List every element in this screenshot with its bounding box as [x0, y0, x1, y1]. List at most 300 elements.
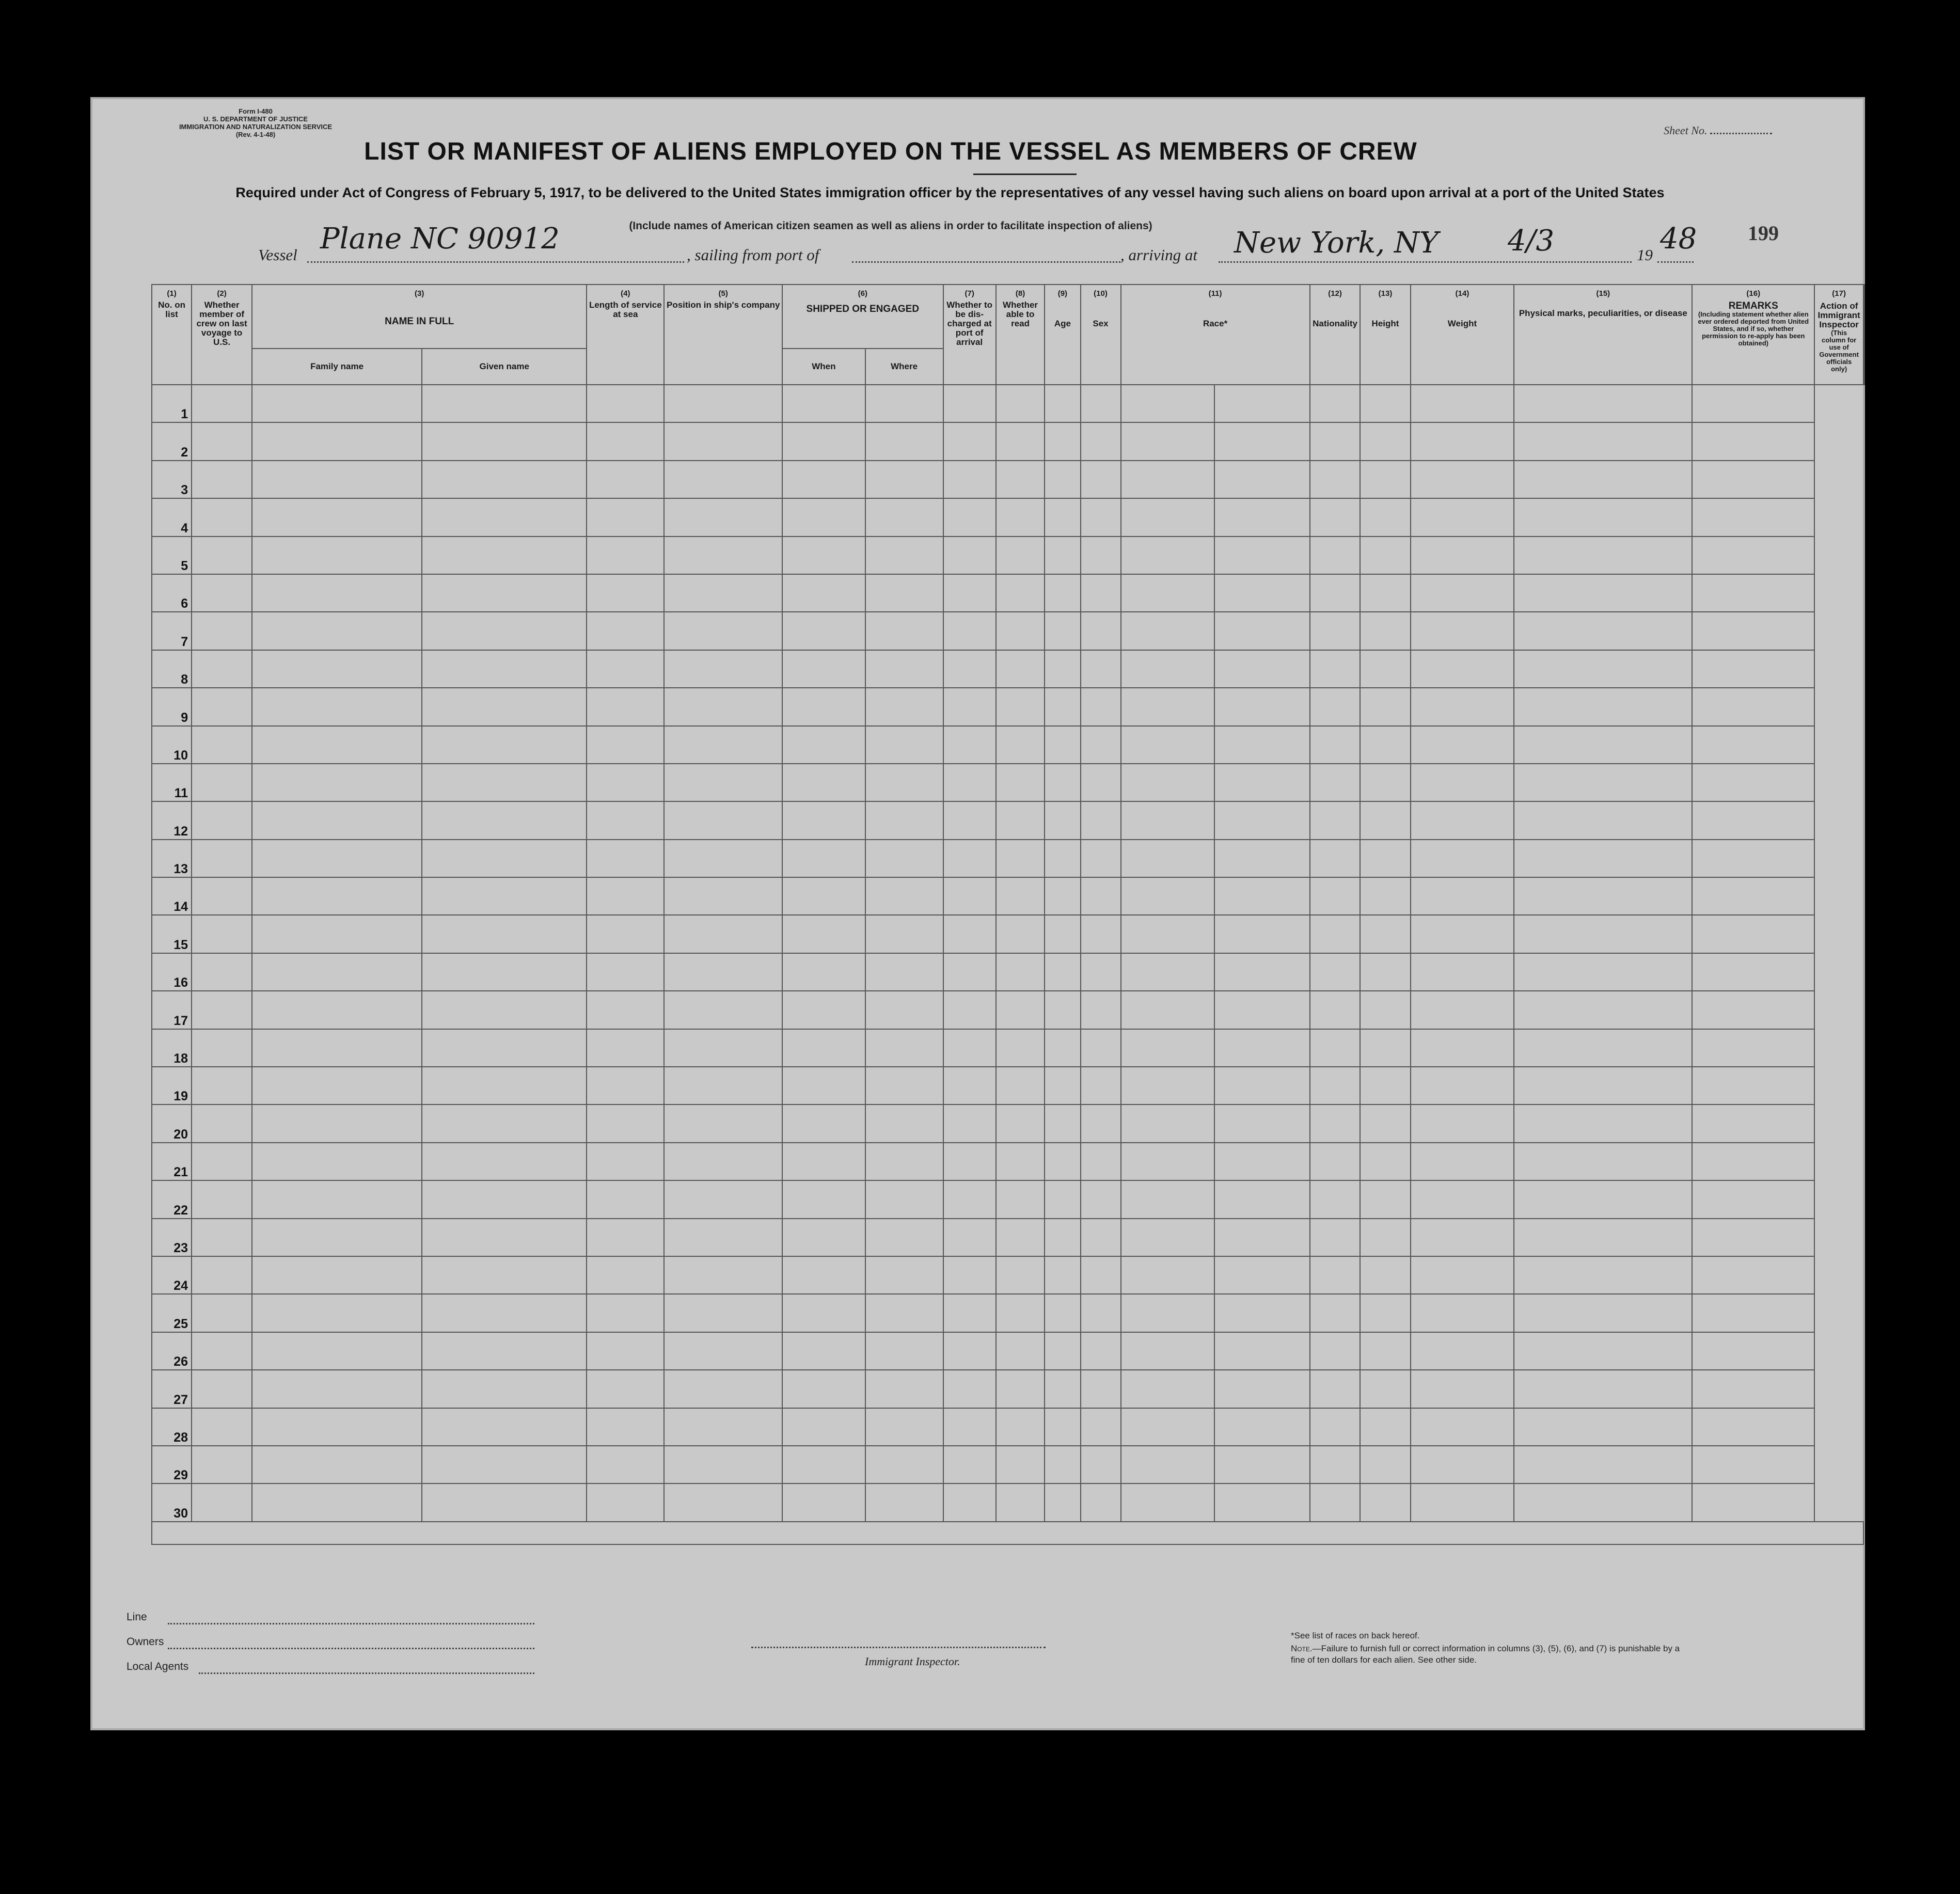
entry-cell[interactable]: [587, 1332, 664, 1370]
entry-cell[interactable]: [1121, 498, 1215, 536]
entry-cell[interactable]: [1411, 612, 1514, 650]
entry-cell[interactable]: [865, 1408, 943, 1446]
entry-cell[interactable]: [1514, 498, 1692, 536]
entry-cell[interactable]: [1360, 1446, 1410, 1483]
entry-cell[interactable]: [1121, 953, 1215, 991]
entry-cell[interactable]: [1121, 801, 1215, 839]
entry-cell[interactable]: [1045, 574, 1080, 612]
entry-cell[interactable]: [587, 1104, 664, 1142]
entry-cell[interactable]: [1514, 1294, 1692, 1332]
entry-cell[interactable]: [1214, 1256, 1310, 1294]
entry-cell[interactable]: [664, 1143, 782, 1180]
entry-cell[interactable]: [782, 1180, 865, 1218]
entry-cell[interactable]: [1310, 650, 1361, 688]
entry-cell[interactable]: [422, 915, 587, 953]
entry-cell[interactable]: [1121, 877, 1215, 915]
entry-cell[interactable]: [252, 612, 422, 650]
entry-cell[interactable]: [587, 1256, 664, 1294]
entry-cell[interactable]: [1310, 536, 1361, 574]
entry-cell[interactable]: [1360, 1143, 1410, 1180]
entry-cell[interactable]: [1214, 1370, 1310, 1408]
entry-cell[interactable]: [865, 1143, 943, 1180]
entry-cell[interactable]: [1514, 1332, 1692, 1370]
entry-cell[interactable]: [1214, 498, 1310, 536]
entry-cell[interactable]: [943, 461, 996, 498]
entry-cell[interactable]: [664, 1408, 782, 1446]
entry-cell[interactable]: [782, 1219, 865, 1256]
entry-cell[interactable]: [1310, 991, 1361, 1029]
entry-cell[interactable]: [1045, 1029, 1080, 1067]
entry-cell[interactable]: [1214, 1180, 1310, 1218]
entry-cell[interactable]: [1121, 688, 1215, 725]
entry-cell[interactable]: [1214, 840, 1310, 877]
entry-cell[interactable]: [943, 840, 996, 877]
entry-cell[interactable]: [1360, 461, 1410, 498]
entry-cell[interactable]: [943, 877, 996, 915]
entry-cell[interactable]: [192, 1408, 252, 1446]
entry-cell[interactable]: [1214, 726, 1310, 764]
entry-cell[interactable]: [943, 1256, 996, 1294]
entry-cell[interactable]: [587, 498, 664, 536]
entry-cell[interactable]: [192, 574, 252, 612]
entry-cell[interactable]: [422, 688, 587, 725]
entry-cell[interactable]: [782, 1370, 865, 1408]
entry-cell[interactable]: [782, 1256, 865, 1294]
entry-cell[interactable]: [1045, 536, 1080, 574]
entry-cell[interactable]: [252, 650, 422, 688]
entry-cell[interactable]: [943, 1104, 996, 1142]
entry-cell[interactable]: [782, 385, 865, 422]
entry-cell[interactable]: [422, 1029, 587, 1067]
entry-cell[interactable]: [252, 536, 422, 574]
entry-cell[interactable]: [1514, 801, 1692, 839]
entry-cell[interactable]: [192, 461, 252, 498]
entry-cell[interactable]: [1045, 1446, 1080, 1483]
entry-cell[interactable]: [1045, 1294, 1080, 1332]
entry-cell[interactable]: [1214, 385, 1310, 422]
entry-cell[interactable]: [664, 1256, 782, 1294]
entry-cell[interactable]: [664, 612, 782, 650]
entry-cell[interactable]: [1514, 536, 1692, 574]
entry-cell[interactable]: [782, 1029, 865, 1067]
entry-cell[interactable]: [1360, 422, 1410, 460]
entry-cell[interactable]: [252, 1332, 422, 1370]
entry-cell[interactable]: [422, 991, 587, 1029]
entry-cell[interactable]: [996, 1256, 1045, 1294]
entry-cell[interactable]: [1214, 1332, 1310, 1370]
entry-cell[interactable]: [1081, 801, 1121, 839]
entry-cell[interactable]: [1045, 726, 1080, 764]
entry-cell[interactable]: [943, 1143, 996, 1180]
entry-cell[interactable]: [422, 953, 587, 991]
entry-cell[interactable]: [1514, 991, 1692, 1029]
entry-cell[interactable]: [1360, 1294, 1410, 1332]
entry-cell[interactable]: [943, 650, 996, 688]
entry-cell[interactable]: [1514, 877, 1692, 915]
entry-cell[interactable]: [996, 1143, 1045, 1180]
entry-cell[interactable]: [782, 1483, 865, 1521]
entry-cell[interactable]: [664, 801, 782, 839]
entry-cell[interactable]: [943, 688, 996, 725]
entry-cell[interactable]: [782, 953, 865, 991]
entry-cell[interactable]: [1045, 840, 1080, 877]
entry-cell[interactable]: [782, 726, 865, 764]
entry-cell[interactable]: [996, 498, 1045, 536]
entry-cell[interactable]: [1045, 385, 1080, 422]
entry-cell[interactable]: [865, 1029, 943, 1067]
entry-cell[interactable]: [192, 688, 252, 725]
entry-cell[interactable]: [865, 422, 943, 460]
entry-cell[interactable]: [192, 1332, 252, 1370]
entry-cell[interactable]: [1310, 1143, 1361, 1180]
entry-cell[interactable]: [1081, 1370, 1121, 1408]
entry-cell[interactable]: [1121, 461, 1215, 498]
entry-cell[interactable]: [1310, 385, 1361, 422]
entry-cell[interactable]: [252, 1104, 422, 1142]
entry-cell[interactable]: [587, 688, 664, 725]
entry-cell[interactable]: [1045, 650, 1080, 688]
entry-cell[interactable]: [1514, 1180, 1692, 1218]
entry-cell[interactable]: [1045, 1483, 1080, 1521]
entry-cell[interactable]: [587, 1067, 664, 1104]
entry-cell[interactable]: [1081, 1029, 1121, 1067]
entry-cell[interactable]: [1214, 915, 1310, 953]
entry-cell[interactable]: [587, 840, 664, 877]
entry-cell[interactable]: [664, 1294, 782, 1332]
entry-cell[interactable]: [1514, 461, 1692, 498]
entry-cell[interactable]: [587, 877, 664, 915]
entry-cell[interactable]: [1310, 1256, 1361, 1294]
entry-cell[interactable]: [422, 1104, 587, 1142]
entry-cell[interactable]: [782, 1104, 865, 1142]
entry-cell[interactable]: [1360, 1219, 1410, 1256]
entry-cell[interactable]: [192, 991, 252, 1029]
entry-cell[interactable]: [252, 915, 422, 953]
entry-cell[interactable]: [1214, 991, 1310, 1029]
entry-cell[interactable]: [1214, 612, 1310, 650]
entry-cell[interactable]: [1360, 877, 1410, 915]
entry-cell[interactable]: [1081, 1483, 1121, 1521]
entry-cell[interactable]: [1045, 801, 1080, 839]
entry-cell[interactable]: [664, 1029, 782, 1067]
entry-cell[interactable]: [1121, 764, 1215, 801]
entry-cell[interactable]: [587, 1180, 664, 1218]
entry-cell[interactable]: [252, 953, 422, 991]
entry-cell[interactable]: [1081, 461, 1121, 498]
entry-cell[interactable]: [1360, 385, 1410, 422]
entry-cell[interactable]: [865, 498, 943, 536]
entry-cell[interactable]: [1514, 726, 1692, 764]
agents-field[interactable]: [199, 1672, 534, 1674]
entry-cell[interactable]: [1514, 650, 1692, 688]
entry-cell[interactable]: [996, 536, 1045, 574]
entry-cell[interactable]: [996, 726, 1045, 764]
entry-cell[interactable]: [1310, 801, 1361, 839]
entry-cell[interactable]: [782, 840, 865, 877]
entry-cell[interactable]: [943, 1294, 996, 1332]
entry-cell[interactable]: [1310, 1332, 1361, 1370]
entry-cell[interactable]: [1360, 953, 1410, 991]
entry-cell[interactable]: [1310, 840, 1361, 877]
entry-cell[interactable]: [1310, 764, 1361, 801]
entry-cell[interactable]: [252, 461, 422, 498]
entry-cell[interactable]: [865, 1219, 943, 1256]
entry-cell[interactable]: [1214, 461, 1310, 498]
entry-cell[interactable]: [1411, 1143, 1514, 1180]
entry-cell[interactable]: [664, 385, 782, 422]
entry-cell[interactable]: [252, 726, 422, 764]
entry-cell[interactable]: [422, 1219, 587, 1256]
entry-cell[interactable]: [1310, 915, 1361, 953]
entry-cell[interactable]: [422, 1067, 587, 1104]
entry-cell[interactable]: [1214, 1029, 1310, 1067]
entry-cell[interactable]: [943, 991, 996, 1029]
entry-cell[interactable]: [782, 536, 865, 574]
entry-cell[interactable]: [1514, 1219, 1692, 1256]
entry-cell[interactable]: [1214, 764, 1310, 801]
entry-cell[interactable]: [1310, 498, 1361, 536]
entry-cell[interactable]: [1411, 1180, 1514, 1218]
entry-cell[interactable]: [587, 991, 664, 1029]
entry-cell[interactable]: [1045, 688, 1080, 725]
arrival-year[interactable]: 48: [1660, 222, 1697, 256]
entry-cell[interactable]: [252, 1256, 422, 1294]
entry-cell[interactable]: [1045, 1143, 1080, 1180]
entry-cell[interactable]: [1310, 688, 1361, 725]
entry-cell[interactable]: [1121, 422, 1215, 460]
entry-cell[interactable]: [865, 461, 943, 498]
entry-cell[interactable]: [1081, 422, 1121, 460]
entry-cell[interactable]: [1121, 385, 1215, 422]
entry-cell[interactable]: [422, 1370, 587, 1408]
entry-cell[interactable]: [1411, 385, 1514, 422]
entry-cell[interactable]: [587, 1370, 664, 1408]
entry-cell[interactable]: [782, 877, 865, 915]
entry-cell[interactable]: [1360, 1408, 1410, 1446]
entry-cell[interactable]: [1045, 1408, 1080, 1446]
entry-cell[interactable]: [865, 1294, 943, 1332]
entry-cell[interactable]: [587, 1219, 664, 1256]
entry-cell[interactable]: [587, 1029, 664, 1067]
entry-cell[interactable]: [782, 461, 865, 498]
entry-cell[interactable]: [1411, 726, 1514, 764]
entry-cell[interactable]: [1514, 1446, 1692, 1483]
entry-cell[interactable]: [782, 1408, 865, 1446]
entry-cell[interactable]: [1411, 688, 1514, 725]
entry-cell[interactable]: [1411, 422, 1514, 460]
entry-cell[interactable]: [1081, 574, 1121, 612]
entry-cell[interactable]: [1121, 1029, 1215, 1067]
entry-cell[interactable]: [1360, 574, 1410, 612]
entry-cell[interactable]: [1411, 498, 1514, 536]
entry-cell[interactable]: [1121, 612, 1215, 650]
entry-cell[interactable]: [1081, 1219, 1121, 1256]
entry-cell[interactable]: [1310, 612, 1361, 650]
entry-cell[interactable]: [782, 498, 865, 536]
entry-cell[interactable]: [1121, 574, 1215, 612]
entry-cell[interactable]: [422, 422, 587, 460]
entry-cell[interactable]: [782, 991, 865, 1029]
entry-cell[interactable]: [996, 688, 1045, 725]
entry-cell[interactable]: [865, 764, 943, 801]
entry-cell[interactable]: [996, 1332, 1045, 1370]
entry-cell[interactable]: [1121, 650, 1215, 688]
entry-cell[interactable]: [1360, 536, 1410, 574]
entry-cell[interactable]: [1310, 1408, 1361, 1446]
entry-cell[interactable]: [865, 688, 943, 725]
entry-cell[interactable]: [1514, 840, 1692, 877]
entry-cell[interactable]: [996, 1219, 1045, 1256]
entry-cell[interactable]: [422, 1332, 587, 1370]
entry-cell[interactable]: [192, 385, 252, 422]
entry-cell[interactable]: [782, 650, 865, 688]
entry-cell[interactable]: [252, 1219, 422, 1256]
entry-cell[interactable]: [1514, 612, 1692, 650]
entry-cell[interactable]: [1360, 1180, 1410, 1218]
entry-cell[interactable]: [996, 915, 1045, 953]
entry-cell[interactable]: [1081, 1067, 1121, 1104]
entry-cell[interactable]: [664, 536, 782, 574]
entry-cell[interactable]: [192, 1180, 252, 1218]
entry-cell[interactable]: [587, 1294, 664, 1332]
entry-cell[interactable]: [664, 953, 782, 991]
entry-cell[interactable]: [943, 764, 996, 801]
entry-cell[interactable]: [1411, 1446, 1514, 1483]
entry-cell[interactable]: [664, 650, 782, 688]
entry-cell[interactable]: [996, 764, 1045, 801]
entry-cell[interactable]: [252, 1294, 422, 1332]
entry-cell[interactable]: [865, 1332, 943, 1370]
entry-cell[interactable]: [192, 764, 252, 801]
owners-field[interactable]: [168, 1647, 534, 1649]
entry-cell[interactable]: [1514, 1256, 1692, 1294]
entry-cell[interactable]: [1514, 1483, 1692, 1521]
entry-cell[interactable]: [1411, 1408, 1514, 1446]
entry-cell[interactable]: [1214, 877, 1310, 915]
entry-cell[interactable]: [1214, 801, 1310, 839]
entry-cell[interactable]: [192, 1067, 252, 1104]
entry-cell[interactable]: [1310, 1219, 1361, 1256]
entry-cell[interactable]: [996, 574, 1045, 612]
entry-cell[interactable]: [865, 801, 943, 839]
entry-cell[interactable]: [587, 612, 664, 650]
entry-cell[interactable]: [1045, 1332, 1080, 1370]
entry-cell[interactable]: [1360, 1067, 1410, 1104]
entry-cell[interactable]: [782, 801, 865, 839]
entry-cell[interactable]: [1214, 422, 1310, 460]
entry-cell[interactable]: [1360, 840, 1410, 877]
entry-cell[interactable]: [1411, 991, 1514, 1029]
entry-cell[interactable]: [1121, 1483, 1215, 1521]
entry-cell[interactable]: [1360, 726, 1410, 764]
entry-cell[interactable]: [996, 1446, 1045, 1483]
entry-cell[interactable]: [1360, 1370, 1410, 1408]
entry-cell[interactable]: [865, 612, 943, 650]
entry-cell[interactable]: [664, 461, 782, 498]
entry-cell[interactable]: [1310, 574, 1361, 612]
entry-cell[interactable]: [1310, 1294, 1361, 1332]
entry-cell[interactable]: [1081, 915, 1121, 953]
entry-cell[interactable]: [1411, 764, 1514, 801]
entry-cell[interactable]: [664, 498, 782, 536]
entry-cell[interactable]: [943, 1180, 996, 1218]
entry-cell[interactable]: [865, 726, 943, 764]
entry-cell[interactable]: [1121, 1067, 1215, 1104]
entry-cell[interactable]: [865, 991, 943, 1029]
entry-cell[interactable]: [1214, 688, 1310, 725]
entry-cell[interactable]: [192, 953, 252, 991]
entry-cell[interactable]: [1081, 1294, 1121, 1332]
entry-cell[interactable]: [996, 953, 1045, 991]
entry-cell[interactable]: [1121, 1370, 1215, 1408]
entry-cell[interactable]: [192, 726, 252, 764]
entry-cell[interactable]: [996, 877, 1045, 915]
entry-cell[interactable]: [996, 612, 1045, 650]
entry-cell[interactable]: [865, 574, 943, 612]
entry-cell[interactable]: [1121, 1219, 1215, 1256]
entry-cell[interactable]: [1214, 1143, 1310, 1180]
entry-cell[interactable]: [1411, 1294, 1514, 1332]
entry-cell[interactable]: [587, 915, 664, 953]
entry-cell[interactable]: [996, 1104, 1045, 1142]
entry-cell[interactable]: [192, 1483, 252, 1521]
entry-cell[interactable]: [1121, 1294, 1215, 1332]
entry-cell[interactable]: [996, 840, 1045, 877]
entry-cell[interactable]: [1121, 1408, 1215, 1446]
entry-cell[interactable]: [1411, 461, 1514, 498]
entry-cell[interactable]: [252, 801, 422, 839]
entry-cell[interactable]: [1411, 536, 1514, 574]
entry-cell[interactable]: [664, 688, 782, 725]
entry-cell[interactable]: [782, 1294, 865, 1332]
entry-cell[interactable]: [252, 385, 422, 422]
entry-cell[interactable]: [252, 574, 422, 612]
entry-cell[interactable]: [422, 1143, 587, 1180]
entry-cell[interactable]: [1081, 1446, 1121, 1483]
entry-cell[interactable]: [1360, 1104, 1410, 1142]
entry-cell[interactable]: [587, 801, 664, 839]
entry-cell[interactable]: [782, 764, 865, 801]
entry-cell[interactable]: [1360, 1029, 1410, 1067]
entry-cell[interactable]: [1214, 1483, 1310, 1521]
entry-cell[interactable]: [1045, 1104, 1080, 1142]
entry-cell[interactable]: [664, 1067, 782, 1104]
entry-cell[interactable]: [1045, 1370, 1080, 1408]
entry-cell[interactable]: [1411, 574, 1514, 612]
entry-cell[interactable]: [1214, 1446, 1310, 1483]
entry-cell[interactable]: [664, 1180, 782, 1218]
entry-cell[interactable]: [587, 536, 664, 574]
entry-cell[interactable]: [1360, 650, 1410, 688]
entry-cell[interactable]: [943, 1370, 996, 1408]
entry-cell[interactable]: [192, 650, 252, 688]
entry-cell[interactable]: [1045, 953, 1080, 991]
entry-cell[interactable]: [587, 1446, 664, 1483]
entry-cell[interactable]: [1081, 726, 1121, 764]
entry-cell[interactable]: [1045, 612, 1080, 650]
entry-cell[interactable]: [943, 612, 996, 650]
entry-cell[interactable]: [1310, 1029, 1361, 1067]
entry-cell[interactable]: [782, 1143, 865, 1180]
entry-cell[interactable]: [1045, 915, 1080, 953]
entry-cell[interactable]: [943, 574, 996, 612]
entry-cell[interactable]: [1121, 1143, 1215, 1180]
entry-cell[interactable]: [252, 1180, 422, 1218]
arrival-date[interactable]: 4/3: [1508, 224, 1555, 258]
entry-cell[interactable]: [996, 1067, 1045, 1104]
entry-cell[interactable]: [587, 953, 664, 991]
entry-cell[interactable]: [1045, 461, 1080, 498]
